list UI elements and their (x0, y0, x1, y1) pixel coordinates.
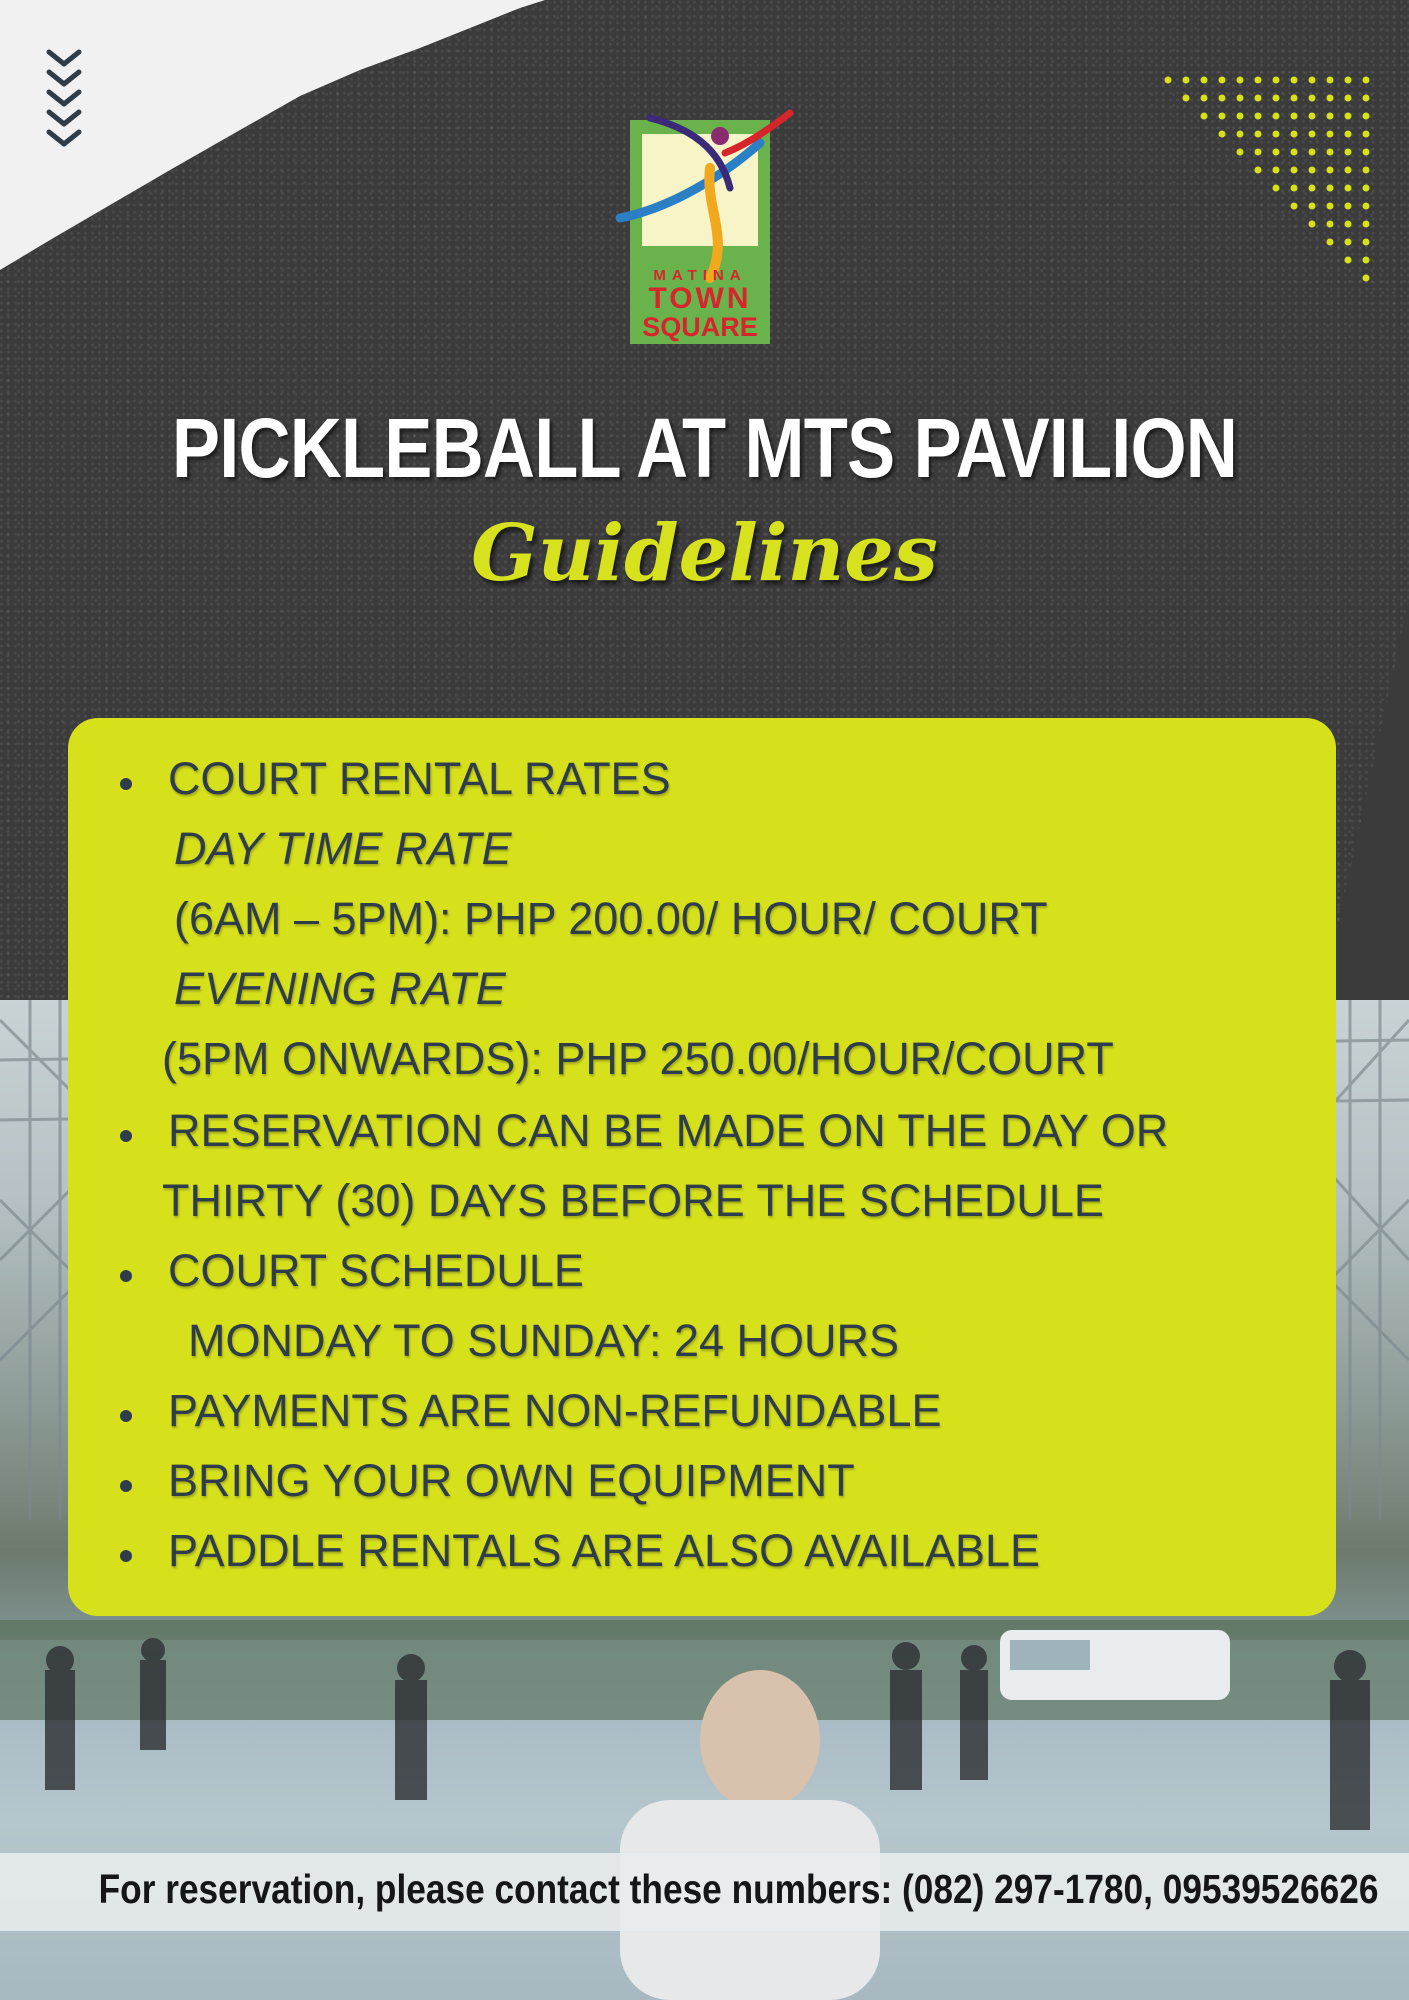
pattern-dot (1219, 95, 1226, 102)
pattern-dot (1201, 113, 1208, 120)
pattern-dot (1255, 167, 1262, 174)
pattern-dot (1291, 185, 1298, 192)
pattern-dot (1327, 77, 1334, 84)
pattern-dot (1327, 113, 1334, 120)
pattern-dot (1219, 131, 1226, 138)
pattern-dot (1201, 95, 1208, 102)
pattern-dot (1237, 149, 1244, 156)
pattern-dot (1273, 185, 1280, 192)
pattern-dot (1255, 131, 1262, 138)
pattern-dot (1219, 77, 1226, 84)
court-schedule-heading: COURT SCHEDULE (168, 1245, 584, 1296)
pattern-dot (1309, 131, 1316, 138)
pattern-dot (1237, 131, 1244, 138)
evening-rate-label: EVENING RATE (174, 963, 506, 1014)
reservation-line-2: THIRTY (30) DAYS BEFORE THE SCHEDULE (162, 1175, 1104, 1226)
pattern-dot (1291, 167, 1298, 174)
pattern-dot (1273, 113, 1280, 120)
pattern-dot (1255, 113, 1262, 120)
pattern-dot (1327, 185, 1334, 192)
pattern-dot (1273, 77, 1280, 84)
day-time-rate-label: DAY TIME RATE (174, 823, 512, 874)
paddle-rentals-item: PADDLE RENTALS ARE ALSO AVAILABLE (168, 1525, 1041, 1576)
page-title: PICKLEBALL AT MTS PAVILION (171, 401, 1238, 495)
bullet-marker (120, 1410, 132, 1422)
pattern-dot (1309, 95, 1316, 102)
pattern-dot (1363, 239, 1370, 246)
bullet-marker (120, 1130, 132, 1142)
pattern-dot (1309, 203, 1316, 210)
bullet-marker (120, 1480, 132, 1492)
bullet-marker (120, 1270, 132, 1282)
pattern-dot (1291, 95, 1298, 102)
bullet-marker (120, 778, 132, 790)
pattern-dot (1345, 239, 1352, 246)
pattern-dot (1327, 131, 1334, 138)
pattern-dot (1237, 113, 1244, 120)
svg-text:MATINA: MATINA (653, 267, 747, 284)
pattern-dot (1345, 203, 1352, 210)
day-time-rate-detail: (6AM – 5PM): PHP 200.00/ HOUR/ COURT (174, 893, 1048, 944)
pattern-dot (1363, 167, 1370, 174)
pattern-dot (1345, 185, 1352, 192)
pattern-dot (1309, 221, 1316, 228)
pattern-dot (1273, 149, 1280, 156)
svg-text:SQUARE: SQUARE (642, 312, 758, 342)
pattern-dot (1255, 77, 1262, 84)
matina-town-square-logo (610, 108, 800, 348)
pattern-dot (1327, 167, 1334, 174)
pattern-dot (1291, 203, 1298, 210)
pattern-dot (1345, 95, 1352, 102)
pattern-dot (1363, 77, 1370, 84)
contact-info: For reservation, please contact these numbers: (082) 297-1780, 09539526626 (98, 1866, 1379, 1912)
dot-pattern-icon (1160, 72, 1380, 292)
pattern-dot (1183, 95, 1190, 102)
pattern-dot (1291, 149, 1298, 156)
pattern-dot (1183, 77, 1190, 84)
pattern-dot (1345, 149, 1352, 156)
pattern-dot (1237, 95, 1244, 102)
pattern-dot (1291, 131, 1298, 138)
pattern-dot (1363, 275, 1370, 282)
reservation-line-1: RESERVATION CAN BE MADE ON THE DAY OR (168, 1105, 1169, 1156)
pattern-dot (1327, 95, 1334, 102)
pattern-dot (1309, 149, 1316, 156)
guidelines-card (68, 718, 1336, 1616)
pattern-dot (1273, 167, 1280, 174)
pattern-dot (1363, 95, 1370, 102)
pattern-dot (1363, 185, 1370, 192)
pattern-dot (1363, 203, 1370, 210)
pattern-dot (1291, 113, 1298, 120)
pattern-dot (1345, 257, 1352, 264)
pattern-dot (1255, 95, 1262, 102)
pattern-dot (1363, 149, 1370, 156)
pattern-dot (1165, 77, 1172, 84)
pattern-dot (1237, 77, 1244, 84)
pattern-dot (1345, 113, 1352, 120)
page-subtitle: Guidelines (471, 508, 938, 599)
pattern-dot (1201, 77, 1208, 84)
pattern-dot (1363, 257, 1370, 264)
pattern-dot (1327, 203, 1334, 210)
pattern-dot (1345, 167, 1352, 174)
pattern-dot (1363, 131, 1370, 138)
chevron-down-stack-icon (44, 46, 84, 166)
pattern-dot (1219, 113, 1226, 120)
bullet-marker (120, 1550, 132, 1562)
pattern-dot (1309, 185, 1316, 192)
pattern-dot (1273, 131, 1280, 138)
pattern-dot (1363, 221, 1370, 228)
pattern-dot (1327, 239, 1334, 246)
pattern-dot (1291, 77, 1298, 84)
pattern-dot (1273, 95, 1280, 102)
pattern-dot (1327, 149, 1334, 156)
evening-rate-detail: (5PM ONWARDS): PHP 250.00/HOUR/COURT (162, 1033, 1114, 1084)
pattern-dot (1345, 221, 1352, 228)
pattern-dot (1309, 167, 1316, 174)
equipment-item: BRING YOUR OWN EQUIPMENT (168, 1455, 855, 1506)
court-rental-rates-heading: COURT RENTAL RATES (168, 753, 671, 804)
pattern-dot (1327, 221, 1334, 228)
pattern-dot (1345, 131, 1352, 138)
pattern-dot (1363, 113, 1370, 120)
players-photo-graphic (0, 1620, 1409, 2000)
court-schedule-detail: MONDAY TO SUNDAY: 24 HOURS (188, 1315, 900, 1366)
pattern-dot (1255, 149, 1262, 156)
pattern-dot (1309, 113, 1316, 120)
pattern-dot (1345, 77, 1352, 84)
svg-text:TOWN: TOWN (648, 282, 752, 315)
pattern-dot (1309, 77, 1316, 84)
payments-item: PAYMENTS ARE NON-REFUNDABLE (168, 1385, 942, 1436)
